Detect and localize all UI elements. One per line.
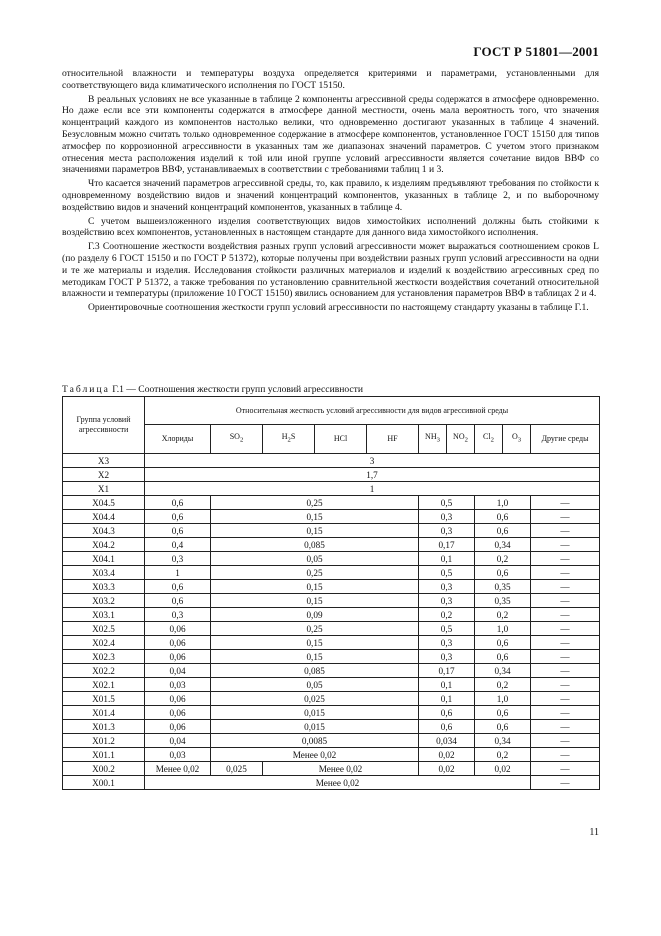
table-cell: — <box>531 734 600 748</box>
table-row <box>63 454 600 468</box>
table-row <box>63 720 600 734</box>
table-cell: 0,1 <box>419 552 475 566</box>
table-row <box>63 608 600 622</box>
table-cell: Х04.4 <box>63 510 145 524</box>
table-cell: — <box>531 706 600 720</box>
table-cell: 0,5 <box>419 566 475 580</box>
table-row <box>63 692 600 706</box>
table-cell: — <box>531 650 600 664</box>
table-cell: 0,15 <box>211 510 419 524</box>
col-chlorides: Хлориды <box>145 425 211 454</box>
table-cell: — <box>531 776 600 790</box>
table-cell: 0,6 <box>475 524 531 538</box>
table-cell: 0,6 <box>475 706 531 720</box>
table-cell: 0,6 <box>145 594 211 608</box>
table-cell: 3 <box>145 454 600 468</box>
paragraph: С учетом вышеизложенного изделия соответствующих видов химостойких исполнений должны быть стойкими к воздействию всех компонентов, установленных в настоящем стандарте для данного вида химостойкого исполнения. <box>62 215 599 239</box>
table-cell: 0,06 <box>145 706 211 720</box>
col-cl2: $Cl_2$ <box>475 425 503 454</box>
table-row <box>63 538 600 552</box>
table-cell: 0,2 <box>475 552 531 566</box>
table-cell: — <box>531 580 600 594</box>
table-cell: Х04.3 <box>63 524 145 538</box>
table-cell: 0,6 <box>475 566 531 580</box>
table-cell: Х04.2 <box>63 538 145 552</box>
table-cell: 0,25 <box>211 622 419 636</box>
table-cell: 0,5 <box>419 496 475 510</box>
table-row <box>63 762 600 776</box>
table-cell: — <box>531 552 600 566</box>
table-cell: Х01.2 <box>63 734 145 748</box>
table-cell: 0,6 <box>145 524 211 538</box>
table-cell: Х04.5 <box>63 496 145 510</box>
table-cell: 0,6 <box>145 510 211 524</box>
table-cell: 0,0085 <box>211 734 419 748</box>
table-cell: Х01.5 <box>63 692 145 706</box>
col-o3: $O_3$ <box>503 425 531 454</box>
table-cell: 0,3 <box>419 524 475 538</box>
table-cell: 0,4 <box>145 538 211 552</box>
table-row <box>63 496 600 510</box>
table-cell: 0,35 <box>475 594 531 608</box>
table-cell: Менее 0,02 <box>145 776 531 790</box>
table-cell: Х2 <box>63 468 145 482</box>
table-cell: Х03.1 <box>63 608 145 622</box>
table-cell: 0,015 <box>211 706 419 720</box>
table-cell: — <box>531 608 600 622</box>
table-row <box>63 482 600 496</box>
table-row <box>63 776 600 790</box>
col-no2: $NO_2$ <box>447 425 475 454</box>
table-cell: 0,15 <box>211 594 419 608</box>
table-cell: 0,06 <box>145 636 211 650</box>
table-cell: — <box>531 496 600 510</box>
table-cell: Менее 0,02 <box>263 762 419 776</box>
table-cell: 0,5 <box>419 622 475 636</box>
group-header: Группа условий агрессивности <box>63 397 145 454</box>
table-cell: 0,06 <box>145 720 211 734</box>
table-cell: 0,05 <box>211 678 419 692</box>
table-cell: 0,2 <box>475 748 531 762</box>
table-cell: 0,6 <box>475 720 531 734</box>
table-cell: — <box>531 762 600 776</box>
severity-table <box>62 396 600 790</box>
table-row <box>63 650 600 664</box>
table-cell: 0,6 <box>475 510 531 524</box>
table-cell: 0,06 <box>145 622 211 636</box>
table-cell: 0,015 <box>211 720 419 734</box>
table-cell: 0,02 <box>419 762 475 776</box>
table-row <box>63 580 600 594</box>
table-cell: 0,025 <box>211 762 263 776</box>
caption-text: Г.1 — Соотношения жесткости групп условий агрессивности <box>112 384 363 395</box>
table-cell: 0,1 <box>419 692 475 706</box>
table-cell: 0,05 <box>211 552 419 566</box>
table-cell: 1,0 <box>475 692 531 706</box>
table-cell: — <box>531 692 600 706</box>
table-cell: Менее 0,02 <box>211 748 419 762</box>
table-cell: 0,09 <box>211 608 419 622</box>
table-cell: — <box>531 594 600 608</box>
paragraph: Г.3 Соотношение жесткости воздействия разных групп условий агрессивности может выражаться соотношением сроков L (по разделу 6 ГОСТ 15150 и по ГОСТ Р 51372), которые получены при воздействии разных групп условий агрессивности на одни и те же материалы и изделия. Исследования стойкости различных материалов и изделий к воздействию агрессивных сред по методикам ГОСТ Р 51372, а также требования по установлению сравнительной жесткости воздействия сочетаний относительной влажности и температуры (приложение 10 ГОСТ 15150) явились основанием для установления параметров ВВФ в таблицах 2 и 4. <box>62 241 599 300</box>
table-cell: 0,17 <box>419 538 475 552</box>
table-cell: Х01.4 <box>63 706 145 720</box>
table-cell: 0,6 <box>145 496 211 510</box>
paragraph: относительной влажности и температуры воздуха определяется критериями и параметрами, установленными для соответствующего вида климатического исполнения по ГОСТ 15150. <box>62 68 599 91</box>
table-row <box>63 468 600 482</box>
col-hf: HF <box>367 425 419 454</box>
table-cell: 0,3 <box>419 510 475 524</box>
table-cell: 0,6 <box>419 720 475 734</box>
table-cell: Х00.2 <box>63 762 145 776</box>
table-cell: 0,6 <box>475 650 531 664</box>
table-cell: Х03.2 <box>63 594 145 608</box>
table-cell: 0,3 <box>419 636 475 650</box>
table-cell: — <box>531 664 600 678</box>
table-cell: Х1 <box>63 482 145 496</box>
col-so2: $SO_2$ <box>211 425 263 454</box>
table-cell: 0,2 <box>419 608 475 622</box>
table-cell: Х02.3 <box>63 650 145 664</box>
table-cell: 0,3 <box>419 594 475 608</box>
table-cell: 0,17 <box>419 664 475 678</box>
table-cell: 0,06 <box>145 692 211 706</box>
table-cell: 0,2 <box>475 608 531 622</box>
table-cell: — <box>531 748 600 762</box>
table-cell: — <box>531 678 600 692</box>
table-cell: 1 <box>145 482 600 496</box>
caption-prefix: Таблица <box>62 384 110 395</box>
col-h2s: $H_2S$ <box>263 425 315 454</box>
table-row <box>63 510 600 524</box>
paragraph: В реальных условиях не все указанные в таблице 2 компоненты агрессивной среды содержатся в атмосфере одновременно. Но даже если все эти компоненты содержатся в атмосфере данной местности, очень мала вероятность того, что значения концентраций каждого из компонентов настолько велики, что одновременно достигают указанных в таблице 4 значений. Безусловным можно считать только одновременное содержание в атмосфере компонентов, установленное ГОСТ 15150 для типов атмосфер по коррозионной агрессивности в указанных там же диапазонах значений параметров. С учетом этого признаком отнесения места расположения изделий к той или иной группе условий агрессивности является сочетание видов ВВФ со значениями параметров ВВФ, устанавливаемых в соответствии с требованиями таблиц 1 и 3. <box>62 93 599 176</box>
body-text <box>62 68 599 316</box>
table-cell: Х01.1 <box>63 748 145 762</box>
table-cell: 0,3 <box>145 608 211 622</box>
table-cell: 0,15 <box>211 636 419 650</box>
table-cell: 0,06 <box>145 650 211 664</box>
table-cell: Х03.4 <box>63 566 145 580</box>
table-cell: 1,0 <box>475 496 531 510</box>
table-cell: 0,085 <box>211 664 419 678</box>
table-cell: 1,0 <box>475 622 531 636</box>
table-cell: 0,2 <box>475 678 531 692</box>
table-cell: 1 <box>145 566 211 580</box>
table-cell: — <box>531 720 600 734</box>
table-row <box>63 636 600 650</box>
table-cell: — <box>531 566 600 580</box>
table-cell: 0,6 <box>475 636 531 650</box>
table-cell: 0,025 <box>211 692 419 706</box>
table-cell: 0,3 <box>145 552 211 566</box>
table-cell: Х03.3 <box>63 580 145 594</box>
table-row <box>63 622 600 636</box>
table-cell: 0,15 <box>211 524 419 538</box>
table-row <box>63 678 600 692</box>
table-cell: — <box>531 524 600 538</box>
table-cell: Х02.1 <box>63 678 145 692</box>
table-cell: 0,03 <box>145 678 211 692</box>
table-cell: 1,7 <box>145 468 600 482</box>
table-cell: 0,02 <box>419 748 475 762</box>
table-cell: 0,34 <box>475 538 531 552</box>
table-cell: 0,25 <box>211 566 419 580</box>
table-cell: 0,04 <box>145 734 211 748</box>
table-cell: 0,04 <box>145 664 211 678</box>
table-cell: Х04.1 <box>63 552 145 566</box>
table-row <box>63 734 600 748</box>
table-cell: — <box>531 622 600 636</box>
table-row <box>63 706 600 720</box>
table-cell: 0,3 <box>419 580 475 594</box>
paragraph: Что касается значений параметров агрессивной среды, то, как правило, к изделиям предъявляют требования по стойкости к одновременному воздействию видов и значений концентраций компонентов, указанных в таблице 2, и по выборочному воздействию видов и значений концентраций компонентов, указанных в таблице 4. <box>62 178 599 213</box>
table-cell: Х3 <box>63 454 145 468</box>
table-cell: 0,34 <box>475 734 531 748</box>
table-cell: 0,15 <box>211 650 419 664</box>
table-cell: — <box>531 510 600 524</box>
table-cell: — <box>531 538 600 552</box>
table-cell: 0,6 <box>145 580 211 594</box>
col-nh3: $NH_3$ <box>419 425 447 454</box>
page-number: 11 <box>589 827 599 838</box>
table-cell: Х02.2 <box>63 664 145 678</box>
table-cell: 0,35 <box>475 580 531 594</box>
table-cell: 0,25 <box>211 496 419 510</box>
table-cell: 0,03 <box>145 748 211 762</box>
table-cell: Х01.3 <box>63 720 145 734</box>
table-row <box>63 566 600 580</box>
table-row <box>63 552 600 566</box>
table-cell: 0,34 <box>475 664 531 678</box>
table-cell: 0,02 <box>475 762 531 776</box>
table-cell: 0,085 <box>211 538 419 552</box>
table-caption <box>62 384 363 395</box>
table-cell: Х00.1 <box>63 776 145 790</box>
table-cell: Менее 0,02 <box>145 762 211 776</box>
document-header: ГОСТ Р 51801—2001 <box>473 44 599 59</box>
paragraph: Ориентировочные соотношения жесткости групп условий агрессивности по настоящему стандарту указаны в таблице Г.1. <box>88 302 589 314</box>
table-cell: 0,6 <box>419 706 475 720</box>
table-row <box>63 664 600 678</box>
table-cell: — <box>531 636 600 650</box>
col-hcl: HCl <box>315 425 367 454</box>
table-cell: 0,3 <box>419 650 475 664</box>
col-other: Другие среды <box>531 425 600 454</box>
table-cell: Х02.5 <box>63 622 145 636</box>
table-cell: Х02.4 <box>63 636 145 650</box>
severity-header: Относительная жесткость условий агрессивности для видов агрессивной среды <box>145 397 600 425</box>
table-row <box>63 748 600 762</box>
table-cell: 0,15 <box>211 580 419 594</box>
table-cell: 0,1 <box>419 678 475 692</box>
table-cell: 0,034 <box>419 734 475 748</box>
table-row <box>63 594 600 608</box>
table-row <box>63 524 600 538</box>
